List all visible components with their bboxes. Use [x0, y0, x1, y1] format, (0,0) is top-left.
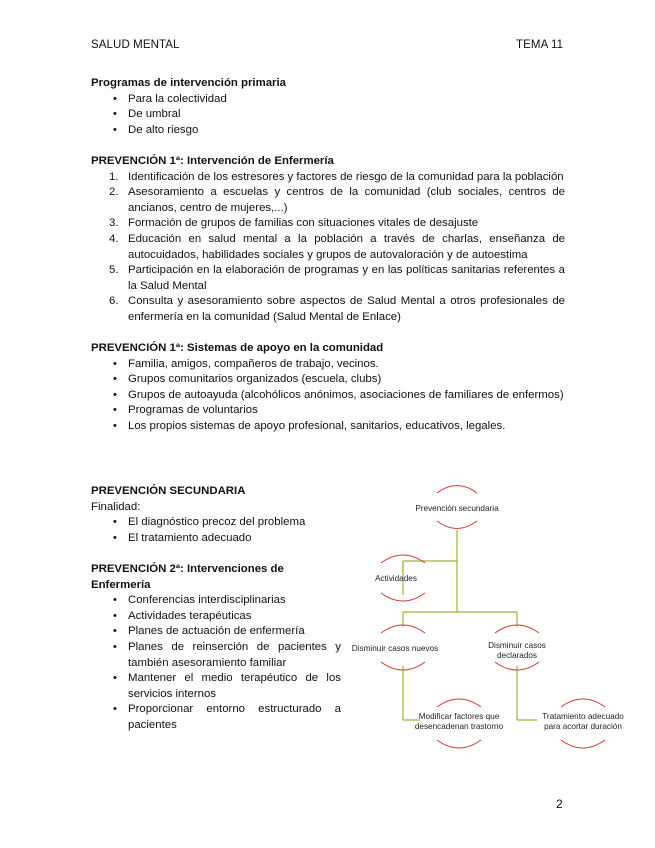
support-systems-title: PREVENCIÓN 1ª: Sistemas de apoyo en la comunidad	[91, 342, 384, 355]
node-right-branch-line-2: declarados	[496, 651, 538, 660]
support-systems-list	[91, 357, 565, 435]
list-item: • Programas de voluntarios	[91, 403, 565, 419]
list-item: • Planes de actuación de enfermería	[91, 624, 341, 640]
list-item	[91, 170, 565, 186]
nursing-1-title: PREVENCIÓN 1ª: Intervención de Enfermería	[91, 154, 334, 167]
node-left-branch: Disminuir casos nuevos	[351, 644, 439, 653]
secondary-title: PREVENCIÓN SECUNDARIA	[91, 485, 246, 497]
item-number: 5.	[109, 264, 119, 277]
nursing-2-title: PREVENCIÓN 2ª: Intervenciones de Enfermería	[91, 562, 284, 591]
item-text: Asesoramiento a escuelas y centros de la comunidad (club sociales, centros de ancianos, centro de mujeres,...)	[128, 186, 565, 214]
node-right-branch-line-1: Disminuir casos	[488, 641, 546, 650]
item-number: 3.	[109, 217, 119, 230]
item-text: Consulta y asesoramiento sobre aspectos de Salud Mental a otros profesionales de enfermería en la comunidad (Salud Mental de Enlace)	[128, 295, 565, 323]
arc	[437, 486, 477, 494]
list-item: • Grupos comunitarios organizados (escuela, clubs)	[91, 372, 565, 388]
node-leaf-right-line-1: Tratamiento adecuado	[542, 712, 624, 721]
item-text: Formación de grupos de familias con situaciones vitales de desajuste	[128, 217, 479, 230]
nursing-1-list	[91, 170, 565, 326]
list-item: • El tratamiento adecuado	[91, 531, 341, 547]
list-item: • Planes de reinserción de pacientes y también asesoramiento familiar	[91, 640, 341, 671]
nursing-2-list	[91, 593, 341, 733]
item-number: 6.	[109, 295, 119, 308]
diagram-labels	[352, 504, 624, 731]
list-item: • Para la colectividad	[91, 92, 565, 108]
list-item: • Los propios sistemas de apoyo profesional, sanitarios, educativos, legales.	[91, 419, 565, 435]
arc	[561, 740, 605, 748]
left-column-text	[91, 484, 341, 734]
arc	[381, 593, 425, 601]
arc	[381, 662, 425, 670]
list-item	[91, 232, 565, 263]
arc	[437, 699, 481, 707]
list-item	[91, 185, 565, 216]
header-left: SALUD MENTAL	[91, 39, 180, 51]
item-text: Educación en salud mental a la población a través de charlas, enseñanza de autocuidados, habilidades sociales y grupos de autovaloración y de autoestima	[128, 232, 565, 261]
arc	[437, 740, 481, 748]
node-leaf-right-line-2: para acortar duración	[544, 722, 622, 731]
list-item	[91, 216, 565, 232]
decorative-arcs	[381, 486, 605, 749]
arc	[381, 625, 425, 633]
primary-programs-list	[91, 92, 565, 139]
arc	[495, 625, 539, 633]
connector-lines	[403, 530, 537, 720]
primary-programs-title: Programas de intervención primaria	[91, 77, 286, 89]
list-item: • Mantener el medio terapéutico de los servicios internos	[91, 671, 341, 702]
list-item	[91, 263, 565, 294]
list-item	[91, 294, 565, 325]
item-number: 2.	[109, 186, 119, 199]
node-leaf-left-line-2: desencadenan trastorno	[414, 722, 504, 731]
arc	[561, 699, 605, 707]
list-item: • Proporcionar entorno estructurado a pacientes	[91, 702, 341, 733]
arc	[495, 662, 539, 670]
list-item: • Actividades terapéuticas	[91, 609, 341, 625]
node-activities: Actividades	[375, 574, 417, 583]
list-item: • De umbral	[91, 107, 565, 123]
list-item: • De alto riesgo	[91, 123, 565, 139]
secondary-list	[91, 515, 341, 546]
item-number: 4.	[109, 232, 119, 245]
list-item: • El diagnóstico precoz del problema	[91, 515, 341, 531]
list-item: • Familia, amigos, compañeros de trabajo, vecinos.	[91, 357, 565, 373]
page-number: 2	[556, 797, 563, 811]
arc	[437, 521, 477, 529]
list-item: • Conferencias interdisciplinarias	[91, 593, 341, 609]
node-root: Prevención secundaria	[415, 504, 499, 513]
secondary-subtitle: Finalidad:	[91, 500, 141, 513]
header-right: TEMA 11	[516, 39, 564, 51]
item-text: Participación en la elaboración de programas y en las políticas sanitarias referentes a la Salud Mental	[128, 264, 565, 292]
item-text: Identificación de los estresores y factores de riesgo de la comunidad para la población	[128, 170, 564, 183]
node-leaf-left-line-1: Modificar factores que	[418, 712, 500, 721]
main-text-block	[91, 76, 565, 435]
list-item: • Grupos de autoayuda (alcohólicos anónimos, asociaciones de familiares de enfermos)	[91, 388, 565, 404]
arc	[381, 555, 425, 563]
item-number: 1.	[109, 170, 119, 183]
